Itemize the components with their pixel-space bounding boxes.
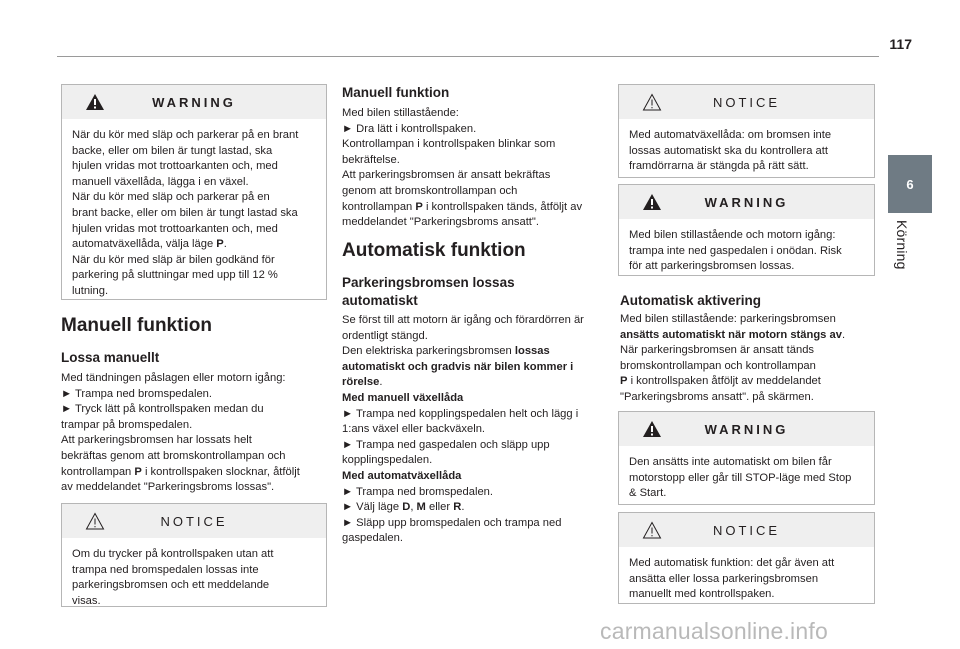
text-line: När du kör med släp är bilen godkänd för [72, 253, 275, 266]
heading-line: automatiskt [342, 293, 418, 308]
notice-header [62, 504, 326, 538]
warning-triangle-icon [642, 193, 662, 211]
text-line: ► Tryck lätt på kontrollspaken medan du [61, 403, 264, 416]
text-line: backe, eller om bilen är tungt lastad, ska [72, 144, 273, 157]
text-line: bromskontrollampan och kontrollampan [620, 359, 816, 372]
subsection-title: Lossa manuellt [61, 350, 160, 365]
warning-box [618, 411, 875, 505]
warning-box [61, 84, 327, 300]
subsection-title: Manuell funktion [342, 85, 450, 100]
notice-text [619, 547, 874, 611]
text-line: manuellt med kontrollspaken. [629, 588, 775, 601]
text-line: trampa inte ned gaspedalen i onödan. Risk [629, 244, 842, 257]
text-line: Med tändningen påslagen eller motorn igång: [61, 372, 286, 384]
text-line: Med automatisk funktion: det går även att [629, 557, 835, 569]
text-line: meddelandet "Parkeringsbroms ansatt". [342, 216, 539, 229]
notice-triangle-icon [642, 521, 662, 539]
text-line: Med bilen stillastående och motorn igång: [629, 229, 836, 241]
text-line: ► Dra lätt i kontrollspaken. [342, 122, 477, 135]
chapter-label: Körning [894, 220, 910, 270]
notice-text [619, 119, 874, 183]
text-line: ► Välj läge D, M eller R. [342, 501, 465, 514]
body-text [61, 371, 331, 496]
notice-title: NOTICE [160, 513, 228, 529]
text-line: parkering på sluttningar med upp till 12 % [72, 269, 278, 282]
text-line: kontrollampan P i kontrollspaken tänds, åtföljt av [342, 200, 583, 213]
text-line: När parkeringsbromsen är ansatt tänds [620, 344, 815, 357]
text-line: lutning. [72, 284, 109, 297]
text-line: parkeringsbromsen och ett meddelande [72, 579, 270, 592]
text-line: Med automatväxellåda: om bromsen inte [629, 129, 832, 141]
section-title: Manuell funktion [61, 315, 212, 336]
warning-header [619, 412, 874, 446]
notice-triangle-icon [642, 93, 662, 111]
text-line: för att parkeringsbromsen lossas. [629, 260, 795, 273]
text-line: ansätts automatiskt när motorn stängs av. [620, 328, 846, 341]
text-line: ► Trampa ned bromspedalen. [342, 485, 493, 498]
notice-title: NOTICE [712, 522, 781, 538]
body-text [342, 313, 610, 547]
text-line: ► Släpp upp bromspedalen och trampa ned [342, 516, 562, 529]
text-line: Om du trycker på kontrollspaken utan att [72, 548, 274, 560]
text-line: ► Trampa ned kopplingspedalen helt och lägg i [342, 407, 579, 420]
warning-header [619, 185, 874, 219]
text-line: När du kör med släp och parkerar på en brant [72, 129, 299, 141]
top-divider [57, 56, 879, 57]
notice-header [619, 85, 874, 119]
text-line: Med manuell växellåda [342, 391, 464, 404]
text-line: trampar på bromspedalen. [61, 418, 193, 431]
text-line: ► Trampa ned bromspedalen. [61, 387, 212, 400]
section-title: Automatisk funktion [342, 240, 526, 261]
notice-text [62, 538, 326, 617]
text-line: bekräftas genom att bromskontrollampan och [61, 449, 286, 462]
text-line: gaspedalen. [342, 532, 403, 545]
text-line: "Parkeringsbroms ansatt". på skärmen. [620, 390, 814, 403]
text-line: Med bilen stillastående: parkeringsbromsen [620, 313, 836, 325]
warning-triangle-icon [642, 420, 662, 438]
warning-title: WARNING [704, 194, 789, 210]
text-line: automatväxellåda, välja läge P. [72, 238, 227, 251]
notice-box [618, 84, 875, 178]
notice-header [619, 513, 874, 547]
watermark: carmanualsonline.info [600, 618, 828, 644]
text-line: brant backe, eller om bilen är tungt lastad ska [72, 206, 298, 219]
warning-text [62, 119, 326, 308]
text-line: Den ansätts inte automatiskt om bilen får [629, 456, 832, 468]
text-line: & Start. [629, 487, 667, 500]
body-text [620, 312, 878, 406]
heading-line: Parkeringsbromsen lossas [342, 275, 515, 290]
text-line: genom att bromskontrollampan och [342, 184, 518, 197]
text-line: P i kontrollspaken åtföljt av meddelandet [620, 375, 821, 388]
text-line: Se först till att motorn är igång och förardörren är [342, 314, 584, 326]
warning-text [619, 219, 874, 283]
text-line: kontrollampan P i kontrollspaken slocknar, åtföljt [61, 465, 300, 478]
warning-box [618, 184, 875, 276]
text-line: framdörrarna är stängda på rätt sätt. [629, 160, 809, 173]
text-line: automatiskt och gradvis när bilen kommer i [342, 360, 574, 373]
text-line: Att parkeringsbromsen har lossats helt [61, 434, 252, 447]
text-line: 1:ans växel eller backväxeln. [342, 423, 486, 436]
warning-title: WARNING [152, 94, 236, 110]
text-line: trampa ned bromspedalen lossas inte [72, 563, 259, 576]
text-line: motorstopp eller går till STOP-läge med Stop [629, 471, 852, 484]
body-text [342, 106, 607, 231]
text-line: visas. [72, 594, 101, 607]
text-line: bekräftelse. [342, 153, 400, 166]
subsection-title: Automatisk aktivering [620, 293, 762, 308]
text-line: Med automatväxellåda [342, 469, 462, 482]
text-line: Med bilen stillastående: [342, 107, 459, 119]
chapter-tab[interactable] [888, 155, 932, 213]
notice-triangle-icon [85, 512, 105, 530]
page-number: 117 [889, 36, 912, 52]
text-line: Att parkeringsbromsen är ansatt bekräftas [342, 169, 551, 182]
text-line: manuell växellåda, lägga i en växel. [72, 175, 249, 188]
text-line: När du kör med släp och parkerar på en [72, 191, 270, 204]
text-line: hjulen vridas mot trottoarkanten och, med [72, 222, 278, 235]
subsection-title [342, 274, 515, 310]
text-line: kopplingspedalen. [342, 454, 433, 467]
chapter-number: 6 [906, 176, 914, 192]
warning-header [62, 85, 326, 119]
warning-text [619, 446, 874, 510]
warning-triangle-icon [85, 93, 105, 111]
text-line: Den elektriska parkeringsbromsen lossas [342, 345, 550, 358]
warning-title: WARNING [704, 421, 789, 437]
notice-box [61, 503, 327, 607]
notice-box [618, 512, 875, 604]
text-line: ansätta eller lossa parkeringsbromsen [629, 572, 819, 585]
text-line: Kontrollampan i kontrollspaken blinkar som [342, 138, 556, 151]
text-line: rörelse. [342, 376, 383, 389]
text-line: hjulen vridas mot trottoarkanten och, med [72, 160, 278, 173]
text-line: ordentligt stängd. [342, 329, 428, 342]
text-line: av meddelandet "Parkeringsbroms lossas". [61, 481, 275, 494]
notice-title: NOTICE [712, 94, 781, 110]
text-line: lossas automatiskt ska du kontrollera att [629, 144, 828, 157]
text-line: ► Trampa ned gaspedalen och släpp upp [342, 438, 550, 451]
